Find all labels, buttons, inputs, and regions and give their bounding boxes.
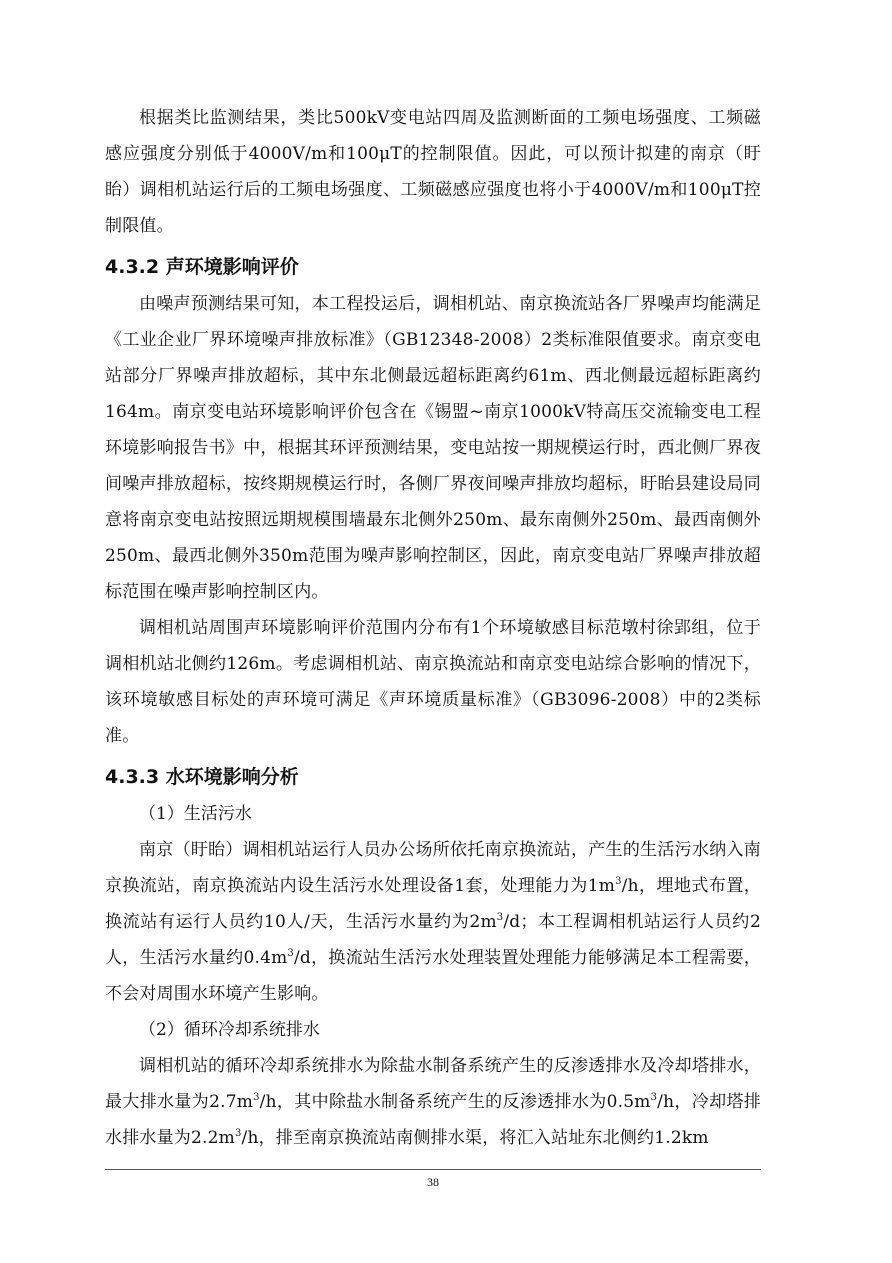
superscript: 3	[650, 1092, 658, 1103]
footer-divider	[105, 1169, 761, 1170]
page-number: 38	[427, 1175, 439, 1189]
text-run: /h，冷却塔排水排水量为2.2m	[105, 1092, 762, 1148]
domestic-sewage-paragraph	[105, 832, 761, 1012]
noise-paragraph-2: 调相机站周围声环境影响评价范围内分布有1个环境敏感目标范墩村徐郢组，位于调相机站北侧约126m。考虑调相机站、南京换流站和南京变电站综合影响的情况下，该环境敏感目标处的声环境可满足《声环境质量标准》（GB3096-2008）中的2类标准。	[105, 618, 761, 746]
document-body	[105, 100, 761, 1156]
section-heading-water: 4.3.3 水环境影响分析	[105, 766, 299, 788]
cooling-drainage-paragraph	[105, 1048, 761, 1156]
text-run: /d，换流站生活污水处理装置处理能力能够满足本工程需要，不会对周围水环境产生影响。	[105, 948, 761, 1004]
text-run: /h，排至南京换流站南侧排水渠，将汇入站址东北侧约1.2km	[241, 1128, 709, 1148]
intro-paragraph: 根据类比监测结果，类比500kV变电站四周及监测断面的工频电场强度、工频磁感应强度分别低于4000V/m和100μT的控制限值。因此，可以预计拟建的南京（盱眙）调相机站运行后的工频电场强度、工频磁感应强度也将小于4000V/m和100μT控制限值。	[105, 108, 761, 236]
superscript: 3	[234, 1128, 242, 1139]
noise-paragraph-1: 由噪声预测结果可知，本工程投运后，调相机站、南京换流站各厂界噪声均能满足《工业企业厂界环境噪声排放标准》（GB12348-2008）2类标准限值要求。南京变电站部分厂界噪声排放超标，其中东北侧最远超标距离约61m、西北侧最远超标距离约164m。南京变电站环境影响评价包含在《锡盟~南京1000kV特高压交流输变电工程环境影响报告书》中，根据其环评预测结果，变电站按一期规模运行时，西北侧厂界夜间噪声排放超标，按终期规模运行时，各侧厂界夜间噪声排放均超标，盱眙县建设局同意将南京变电站按照远期规模围墙最东北侧外250m、最东南侧外250m、最西南侧外250m、最西北侧外350m范围为噪声影响控制区，因此，南京变电站厂界噪声排放超标范围在噪声影响控制区内。	[105, 294, 761, 602]
superscript: 3	[615, 876, 622, 887]
text-run: /d；本工程调相机站运行人员约2人，生活污水量约0.4m	[105, 912, 761, 968]
text-run: /h，其中除盐水制备系统产生的反渗透排水为0.5m	[259, 1092, 651, 1112]
text-run: 调相机站的循环冷却系统排水为除盐水制备系统产生的反渗透排水及冷却塔排水，最大排水量为2.7m	[105, 1056, 761, 1112]
superscript: 3	[496, 912, 504, 923]
text-run: 南京（盱眙）调相机站运行人员办公场所依托南京换流站，产生的生活污水纳入南京换流站，南京换流站内设生活污水处理设备1套，处理能力为1m	[105, 840, 761, 896]
text-run: /h，埋地式布置，换流站有运行人员约10人/天，生活污水量约为2m	[105, 876, 761, 932]
subheading-cooling-drainage: （2）循环冷却系统排水	[139, 1020, 320, 1040]
superscript: 3	[253, 1092, 260, 1103]
superscript: 3	[287, 948, 294, 959]
subheading-domestic-sewage: （1）生活污水	[139, 804, 252, 824]
section-heading-noise: 4.3.2 声环境影响评价	[105, 256, 299, 278]
